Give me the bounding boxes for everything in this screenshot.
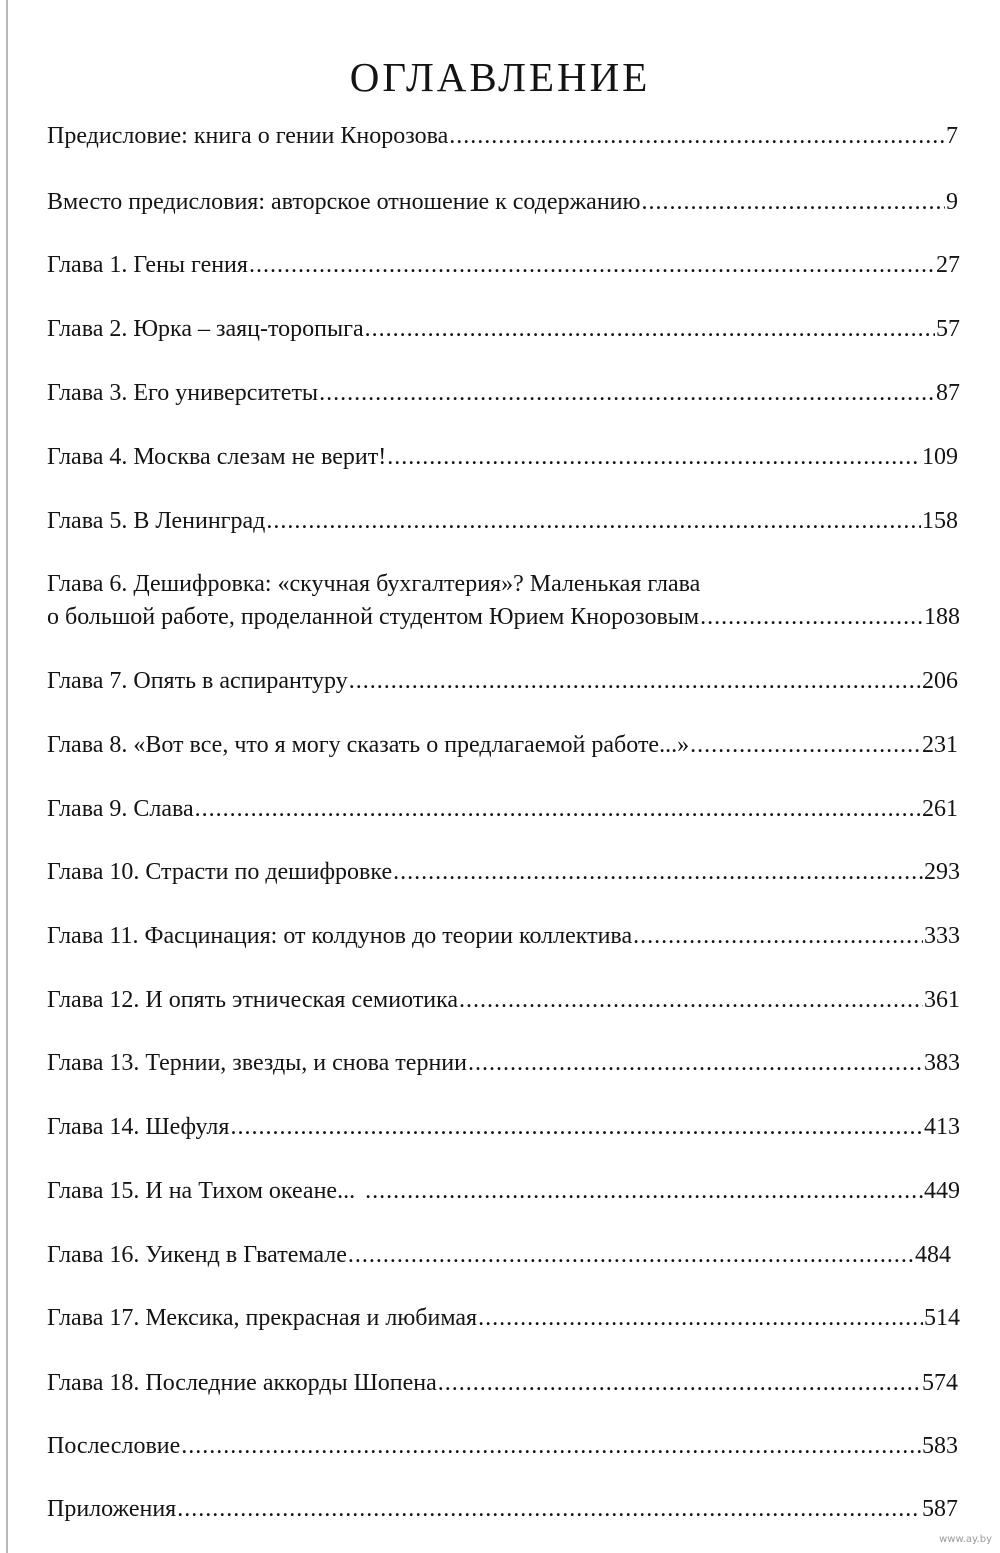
toc-entry-label: Глава 16. Уикенд в Гватемале	[47, 1242, 347, 1268]
dot-leader	[438, 1368, 921, 1398]
toc-entry-page: 413	[924, 1114, 960, 1140]
toc-entry-chapter-18[interactable]	[47, 1368, 958, 1398]
toc-entry-page: 361	[924, 987, 960, 1013]
toc-entry-label: Глава 5. В Ленинград	[47, 508, 266, 534]
toc-entry-page: 574	[922, 1370, 958, 1396]
dot-leader	[365, 1176, 923, 1206]
toc-entry-page: 27	[936, 252, 960, 278]
toc-entry-page: 57	[936, 316, 960, 342]
toc-entry-page: 293	[924, 859, 960, 885]
toc-entry-label: Глава 14. Шефуля	[47, 1114, 230, 1140]
dot-leader	[348, 1240, 914, 1270]
dot-leader	[177, 1494, 921, 1524]
dot-leader	[633, 921, 923, 951]
toc-entry-page: 158	[922, 508, 958, 534]
toc-entry-page: 583	[922, 1433, 958, 1459]
dot-leader	[387, 442, 921, 472]
dot-leader	[393, 857, 923, 887]
dot-leader	[468, 1048, 923, 1078]
toc-entry-label: Вместо предисловия: авторское отношение к содержанию	[47, 189, 641, 215]
dot-leader	[690, 730, 921, 760]
toc-entry-label: Глава 15. И на Тихом океане...	[47, 1178, 356, 1204]
dot-leader	[459, 985, 923, 1015]
toc-entry-label: Глава 8. «Вот все, что я могу сказать о предлагаемой работе...»	[47, 732, 690, 758]
toc-entry-label: Глава 4. Москва слезам не верит!	[47, 444, 387, 470]
toc-entry-label: Глава 17. Мексика, прекрасная и любимая	[47, 1305, 478, 1331]
toc-entry-label: Глава 7. Опять в аспирантуру	[47, 668, 348, 694]
toc-entry-chapter-16[interactable]	[47, 1240, 951, 1270]
toc-entry-page: 383	[924, 1050, 960, 1076]
dot-leader	[365, 314, 935, 344]
toc-entry-page: 188	[924, 604, 960, 630]
toc-entry-page: 484	[915, 1242, 951, 1268]
toc-entry-afterword[interactable]	[47, 1431, 958, 1461]
toc-entry-preface[interactable]	[47, 121, 958, 151]
toc-title: ОГЛАВЛЕНИЕ	[349, 54, 651, 100]
toc-entry-page: 587	[922, 1496, 958, 1522]
toc-entry-page: 449	[924, 1178, 960, 1204]
toc-entry-instead-of-preface[interactable]	[47, 187, 958, 217]
toc-entry-page: 87	[936, 380, 960, 406]
toc-entry-page: 514	[924, 1305, 960, 1331]
toc-entry-label: Глава 12. И опять этническая семиотика	[47, 987, 459, 1013]
dot-leader	[641, 187, 945, 217]
toc-entry-label: о большой работе, проделанной студентом Юрием Кнорозовым	[47, 604, 700, 630]
toc-entry-chapter-2[interactable]	[47, 314, 960, 344]
toc-entry-label: Глава 9. Слава	[47, 796, 194, 822]
toc-entry-chapter-4[interactable]	[47, 442, 958, 472]
toc-entry-page: 109	[922, 444, 958, 470]
toc-entry-appendices[interactable]	[47, 1494, 958, 1524]
dot-leader	[478, 1303, 923, 1333]
toc-entry-label: Предисловие: книга о гении Кнорозова	[47, 123, 449, 149]
toc-entry-page: 9	[946, 189, 958, 215]
toc-entry-chapter-6[interactable]	[47, 569, 960, 632]
toc-entry-label: Глава 13. Тернии, звезды, и снова тернии	[47, 1050, 467, 1076]
toc-entry-page: 333	[924, 923, 960, 949]
dot-leader	[449, 121, 945, 151]
toc-entry-chapter-8[interactable]	[47, 730, 958, 760]
dot-leader	[195, 794, 921, 824]
toc-entry-label: Глава 18. Последние аккорды Шопена	[47, 1370, 437, 1396]
toc-entry-page: 231	[922, 732, 958, 758]
toc-entry-label: Приложения	[47, 1496, 177, 1522]
toc-entry-chapter-14[interactable]	[47, 1112, 960, 1142]
watermark: www.ay.by	[939, 1534, 992, 1545]
toc-entry-label: Послесловие	[47, 1433, 181, 1459]
toc-entry-chapter-17[interactable]	[47, 1303, 960, 1333]
toc-entry-chapter-15[interactable]	[47, 1176, 960, 1206]
toc-entry-chapter-3[interactable]	[47, 378, 960, 408]
toc-entry-label: Глава 10. Страсти по дешифровке	[47, 859, 393, 885]
dot-leader	[181, 1431, 921, 1461]
dot-leader	[349, 666, 921, 696]
toc-entry-chapter-7[interactable]	[47, 666, 958, 696]
toc-entry-chapter-9[interactable]	[47, 794, 958, 824]
toc-entry-chapter-12[interactable]	[47, 985, 960, 1015]
dot-leader	[230, 1112, 923, 1142]
toc-entry-chapter-5[interactable]	[47, 506, 958, 536]
toc-entry-page: 261	[922, 796, 958, 822]
dot-leader	[319, 378, 935, 408]
toc-entry-chapter-10[interactable]	[47, 857, 960, 887]
dot-leader	[249, 250, 935, 280]
toc-entry-chapter-11[interactable]	[47, 921, 960, 951]
toc-entry-page: 206	[922, 668, 958, 694]
toc-entry-page: 7	[946, 123, 958, 149]
toc-entry-label: Глава 11. Фасцинация: от колдунов до теории коллектива	[47, 923, 633, 949]
toc-entry-chapter-1[interactable]	[47, 250, 960, 280]
toc-entry-label-line1: Глава 6. Дешифровка: «скучная бухгалтерия»? Маленькая глава	[47, 571, 701, 597]
toc-entry-label: Глава 3. Его университеты	[47, 380, 319, 406]
toc-entry-label: Глава 1. Гены гения	[47, 252, 248, 278]
toc-entry-label: Глава 2. Юрка – заяц-торопыга	[47, 316, 364, 342]
toc-entry-chapter-13[interactable]	[47, 1048, 960, 1078]
dot-leader	[700, 602, 923, 632]
dot-leader	[266, 506, 921, 536]
